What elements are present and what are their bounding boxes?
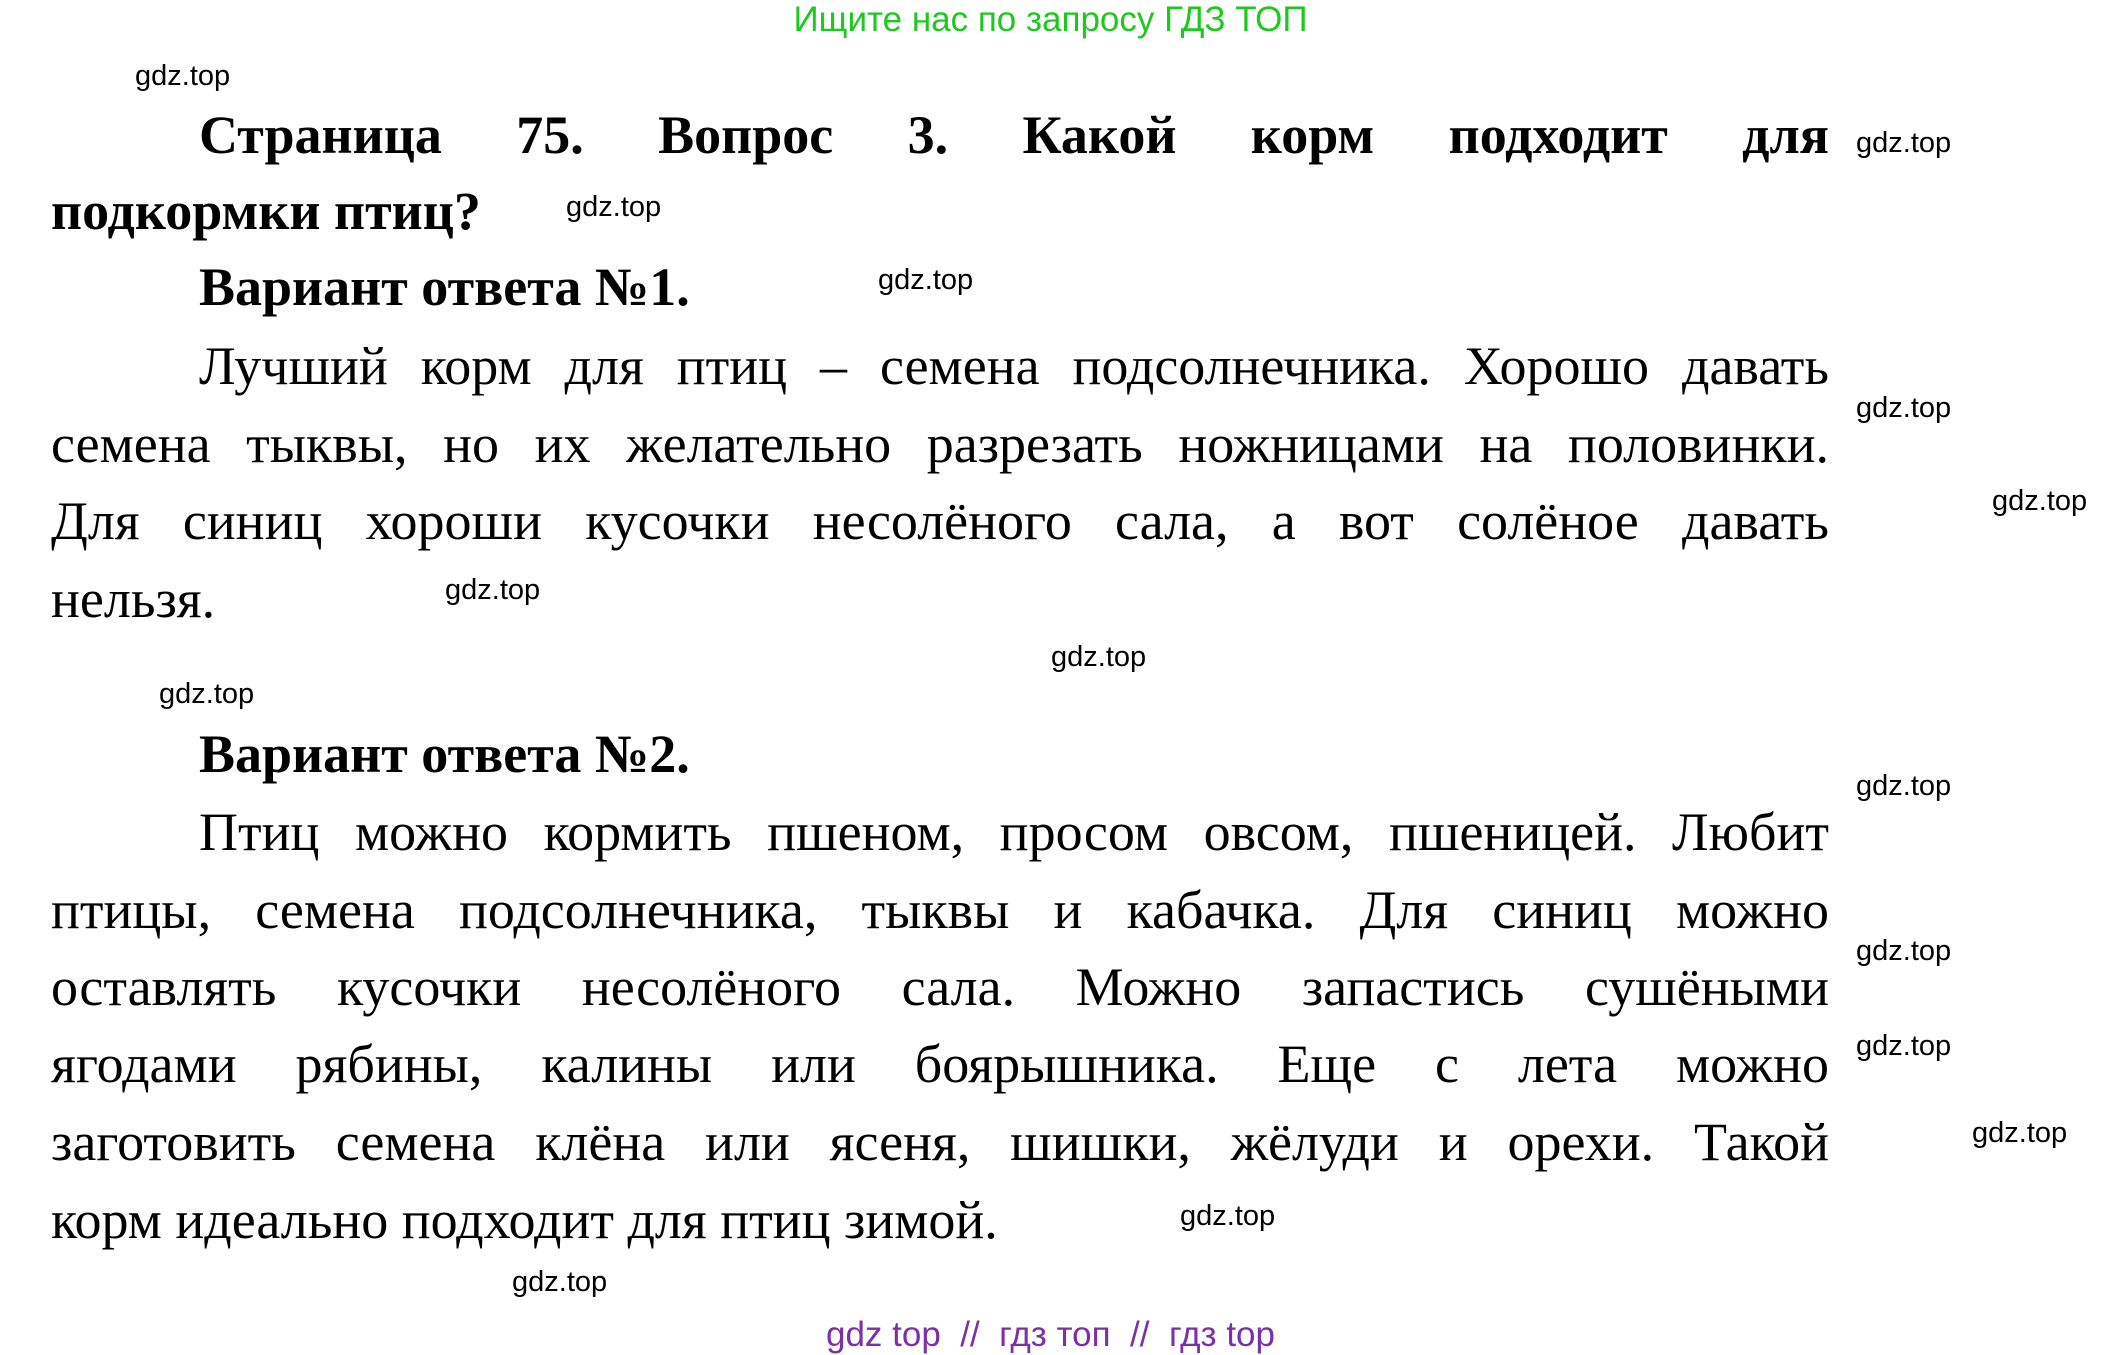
watermark: gdz.top — [1856, 127, 1952, 159]
footer-banner: gdz top // гдз топ // гдз top — [826, 1315, 1275, 1354]
watermark: gdz.top — [445, 574, 541, 606]
answer-2-line: птицы, семена подсолнечника, тыквы и кабачка. Для синиц можно — [51, 880, 1829, 940]
watermark: gdz.top — [512, 1266, 608, 1298]
answer-1-line: Для синиц хороши кусочки несолёного сала, а вот солёное давать — [51, 491, 1829, 551]
watermark: gdz.top — [135, 60, 231, 92]
answer-2-title: Вариант ответа №2. — [199, 724, 690, 784]
question-title-line-2: подкормки птиц? — [51, 181, 481, 241]
watermark: gdz.top — [566, 191, 662, 223]
watermark: gdz.top — [1856, 1030, 1952, 1062]
answer-2-line: Птиц можно кормить пшеном, просом овсом, пшеницей. Любит — [199, 802, 1829, 862]
watermark: gdz.top — [1856, 770, 1952, 802]
answer-2-line: ягодами рябины, калины или боярышника. Еще с лета можно — [51, 1034, 1829, 1094]
answer-1-title: Вариант ответа №1. — [199, 257, 690, 317]
answer-1-line: семена тыквы, но их желательно разрезать ножницами на половинки. — [51, 414, 1829, 474]
answer-1-line: Лучший корм для птиц – семена подсолнечника. Хорошо давать — [199, 336, 1829, 396]
search-hint-banner: Ищите нас по запросу ГДЗ ТОП — [793, 0, 1308, 39]
question-title-line-1: Страница 75. Вопрос 3. Какой корм подходит для — [199, 105, 1829, 165]
watermark: gdz.top — [1856, 392, 1952, 424]
watermark: gdz.top — [1972, 1117, 2068, 1149]
watermark: gdz.top — [1180, 1200, 1276, 1232]
watermark: gdz.top — [1856, 935, 1952, 967]
watermark: gdz.top — [878, 264, 974, 296]
answer-1-line: нельзя. — [51, 569, 216, 629]
answer-2-line: корм идеально подходит для птиц зимой. — [51, 1190, 998, 1250]
watermark: gdz.top — [1051, 641, 1147, 673]
watermark: gdz.top — [159, 678, 255, 710]
watermark: gdz.top — [1992, 485, 2088, 517]
answer-2-line: оставлять кусочки несолёного сала. Можно запастись сушёными — [51, 957, 1829, 1017]
answer-2-line: заготовить семена клёна или ясеня, шишки, жёлуди и орехи. Такой — [51, 1112, 1829, 1172]
